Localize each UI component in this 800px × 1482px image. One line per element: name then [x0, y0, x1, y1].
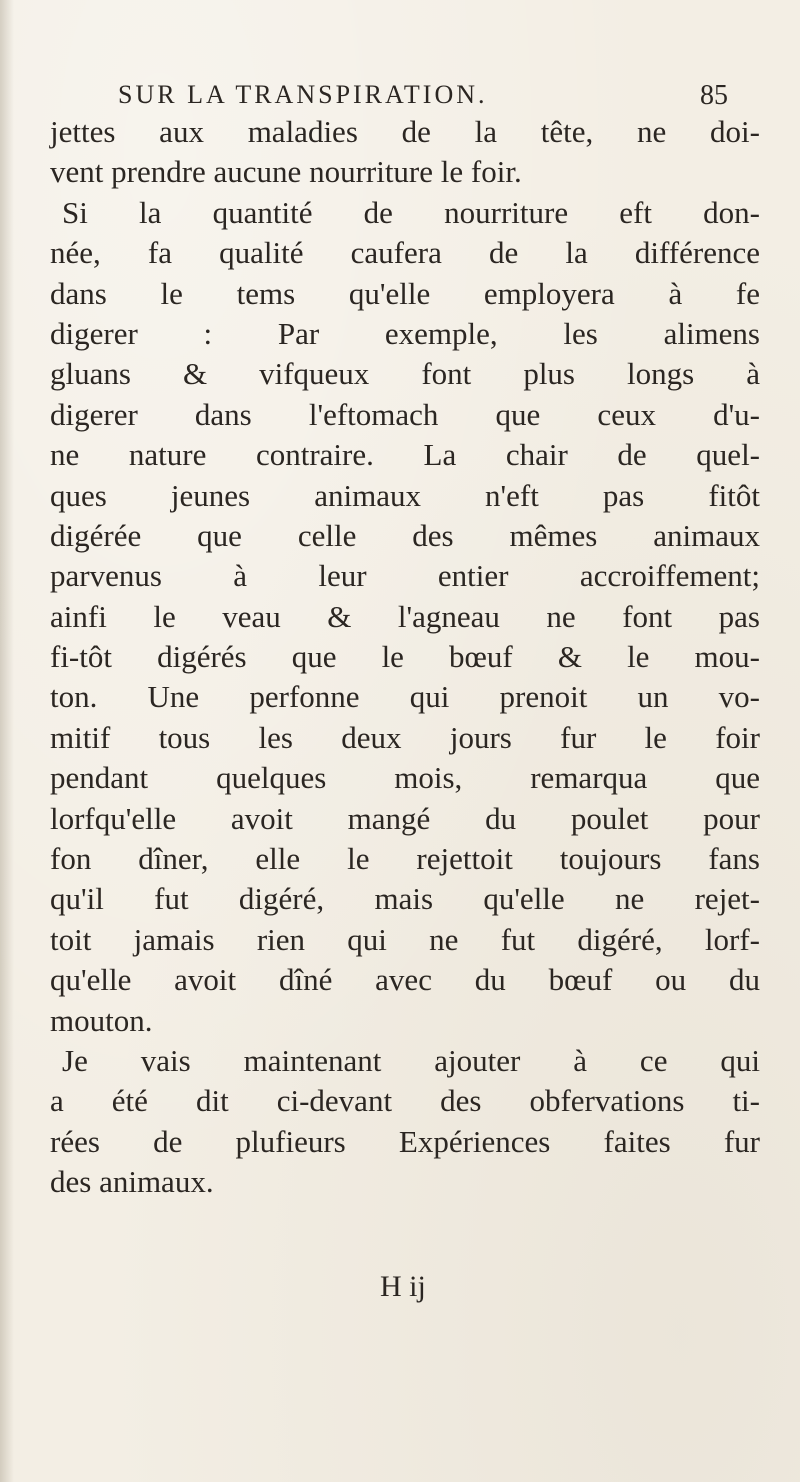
page-gutter-shadow: [0, 0, 14, 1482]
text-line: digerer : Par exemple, les alimens: [50, 315, 760, 351]
text-line: ainfi le veau & l'agneau ne font pas: [50, 598, 760, 634]
text-line: pendant quelques mois, remarqua que: [50, 760, 760, 796]
text-line: qu'il fut digéré, mais qu'elle ne rejet-: [50, 881, 760, 917]
text-line: fon dîner, elle le rejettoit toujours fans: [50, 841, 760, 877]
running-head: SUR LA TRANSPIRATION.: [118, 80, 488, 109]
text-line: des animaux.: [50, 1164, 214, 1200]
text-line: qu'elle avoit dîné avec du bœuf ou du: [50, 962, 760, 998]
text-line: fi-tôt digérés que le bœuf & le mou-: [50, 639, 760, 675]
text-line: digérée que celle des mêmes animaux: [50, 517, 760, 553]
signature-mark: H ij: [380, 1270, 426, 1303]
text-line: toit jamais rien qui ne fut digéré, lorf-: [50, 921, 760, 957]
text-line: a été dit ci-devant des obfervations ti-: [50, 1083, 760, 1119]
text-line: gluans & vifqueux font plus longs à: [50, 356, 760, 392]
text-line: Je vais maintenant ajouter à ce qui: [62, 1042, 760, 1078]
page-number: 85: [700, 80, 728, 111]
text-line: dans le tems qu'elle employera à fe: [50, 275, 760, 311]
text-line: ne nature contraire. La chair de quel-: [50, 437, 760, 473]
text-line: rées de plufieurs Expériences faites fur: [50, 1123, 760, 1159]
text-line: digerer dans l'eftomach que ceux d'u-: [50, 396, 760, 432]
text-line: vent prendre aucune nourriture le foir.: [50, 154, 522, 190]
text-line: ton. Une perfonne qui prenoit un vo-: [50, 679, 760, 715]
text-line: lorfqu'elle avoit mangé du poulet pour: [50, 800, 760, 836]
text-line: parvenus à leur entier accroiffement;: [50, 558, 760, 594]
text-line: mitif tous les deux jours fur le foir: [50, 719, 760, 755]
text-line: ques jeunes animaux n'eft pas fitôt: [50, 477, 760, 513]
text-line: née, fa qualité caufera de la différence: [50, 235, 760, 271]
text-line: jettes aux maladies de la tête, ne doi-: [50, 114, 760, 149]
body-text: [50, 112, 760, 1203]
text-line: mouton.: [50, 1002, 153, 1038]
text-line: Si la quantité de nourriture eft don-: [62, 194, 760, 230]
